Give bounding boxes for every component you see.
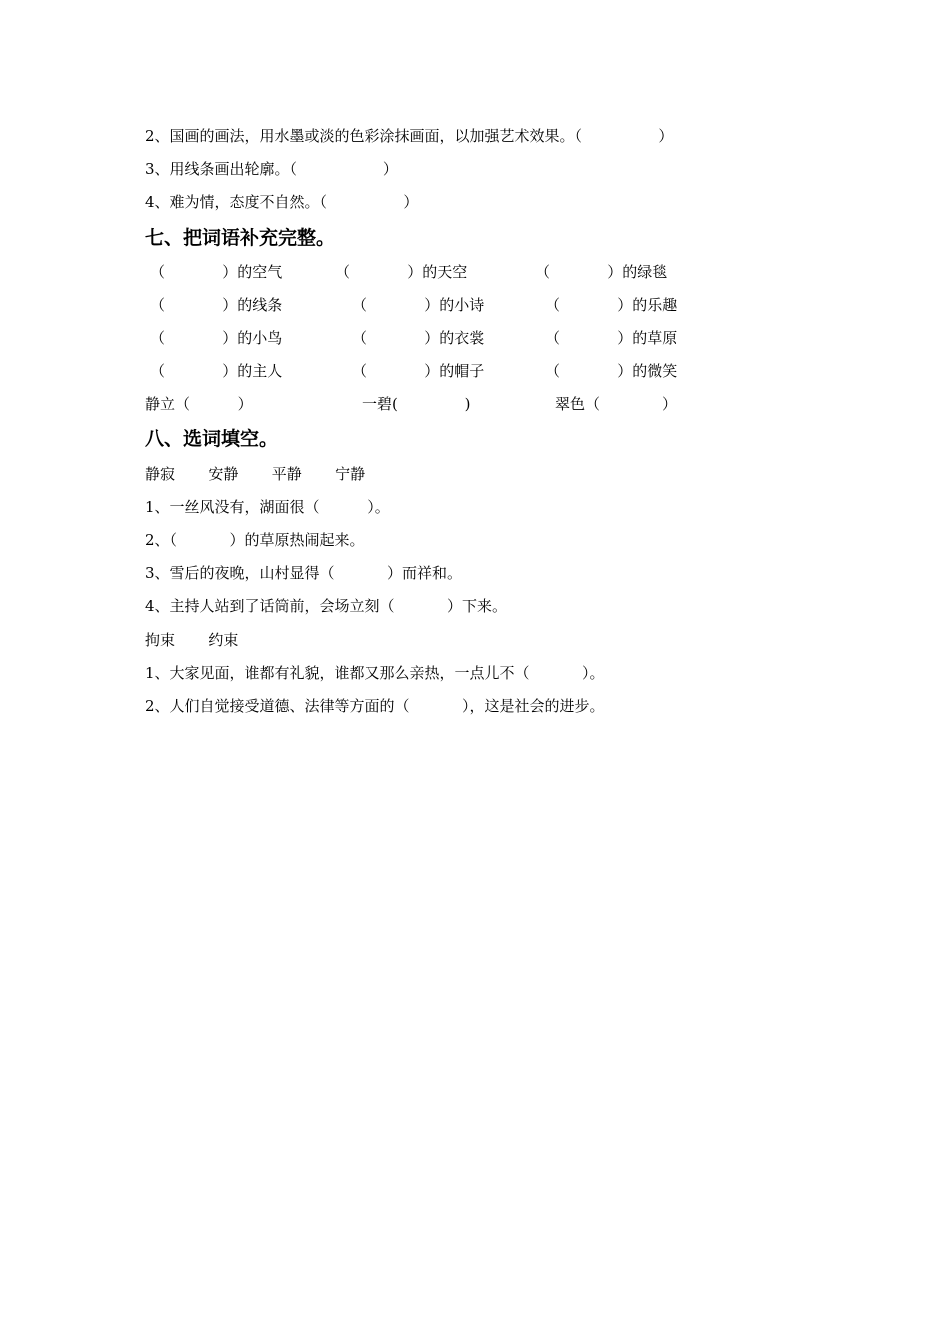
fill-blank-item: （ ）的主人 xyxy=(150,362,283,380)
fill-blank-item: 静立（ ） xyxy=(145,395,253,413)
fill-blank-item: （ ）的绿毯 xyxy=(535,263,668,281)
question-item: 4、主持人站到了话筒前，会场立刻（ ）下来。 xyxy=(145,597,507,615)
question-item: 2、（ ）的草原热闹起来。 xyxy=(145,531,365,549)
word-choices: 拘束 约束 xyxy=(145,631,239,649)
fill-blank-item: （ ）的衣裳 xyxy=(352,329,485,347)
section-heading: 七、把词语补充完整。 xyxy=(145,227,336,249)
fill-blank-item: 一碧( ) xyxy=(362,395,471,413)
fill-blank-item: （ ）的天空 xyxy=(335,263,468,281)
question-item: 1、一丝风没有，湖面很（ ）。 xyxy=(145,498,390,516)
fill-blank-item: （ ）的小鸟 xyxy=(150,329,283,347)
section-heading: 八、选词填空。 xyxy=(145,428,279,450)
fill-blank-item: （ ）的空气 xyxy=(150,263,283,281)
fill-blank-item: （ ）的草原 xyxy=(545,329,678,347)
question-item: 3、雪后的夜晚，山村显得（ ）而祥和。 xyxy=(145,564,462,582)
fill-blank-item: 翠色（ ） xyxy=(555,395,677,413)
question-item: 2、国画的画法，用水墨或淡的色彩涂抹画面，以加强艺术效果。（ ） xyxy=(145,127,674,145)
question-item: 1、大家见面，谁都有礼貌，谁都又那么亲热，一点儿不（ ）。 xyxy=(145,664,605,682)
word-choices: 静寂 安静 平静 宁静 xyxy=(145,465,366,483)
fill-blank-item: （ ）的小诗 xyxy=(352,296,485,314)
fill-blank-item: （ ）的乐趣 xyxy=(545,296,678,314)
question-item: 4、难为情，态度不自然。（ ） xyxy=(145,193,419,211)
fill-blank-item: （ ）的微笑 xyxy=(545,362,678,380)
fill-blank-item: （ ）的线条 xyxy=(150,296,283,314)
question-item: 3、用线条画出轮廓。（ ） xyxy=(145,160,398,178)
question-item: 2、人们自觉接受道德、法律等方面的（ ），这是社会的进步。 xyxy=(145,697,605,715)
fill-blank-item: （ ）的帽子 xyxy=(352,362,485,380)
